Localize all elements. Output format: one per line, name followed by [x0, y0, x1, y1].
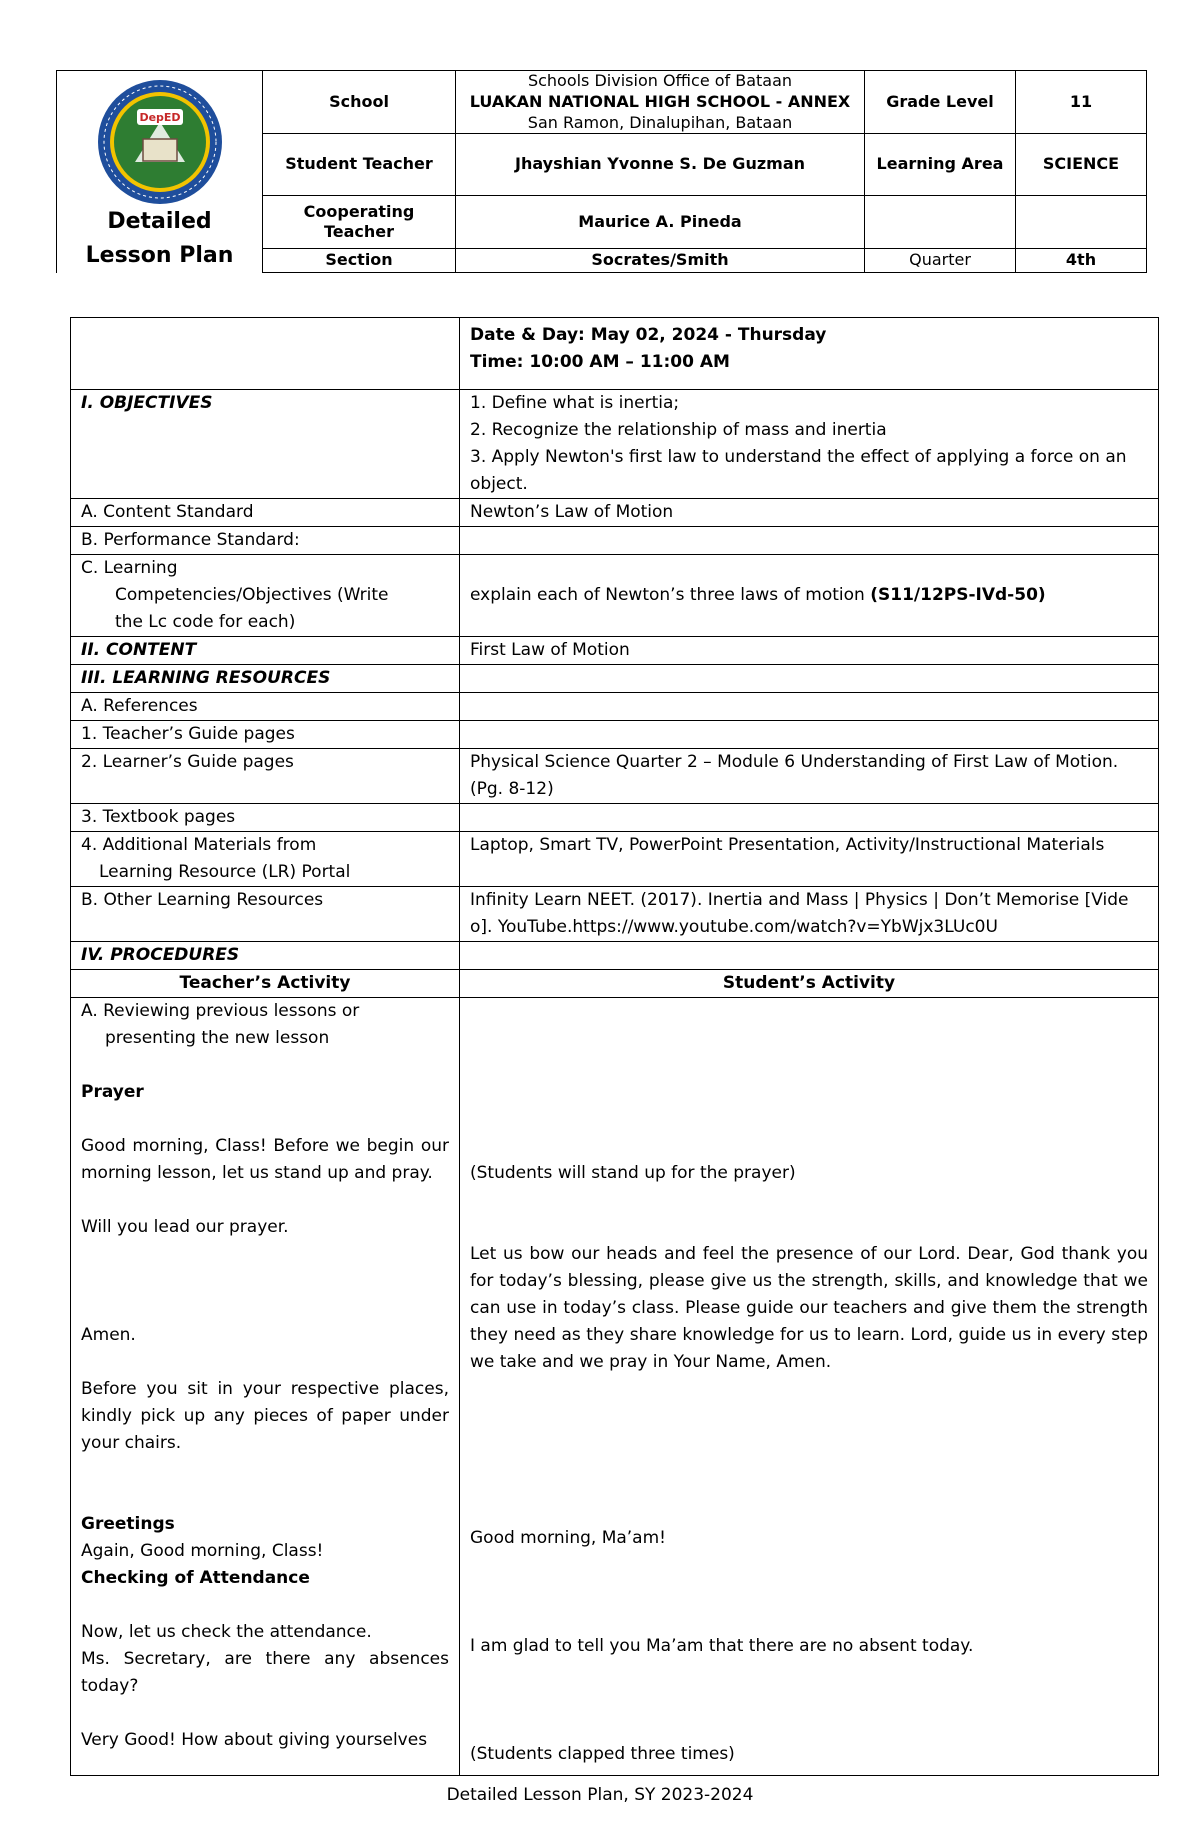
objective-item: 3. Apply Newton's first law to understand the effect of applying a force on an object.	[470, 447, 1127, 494]
student-activity-header: Student’s Activity	[460, 970, 1159, 998]
additional-materials-label	[71, 832, 460, 887]
page-footer: Detailed Lesson Plan, SY 2023-2024	[446, 1785, 754, 1805]
performance-standard-value	[460, 527, 1159, 555]
teacher-greet-pray: Good morning, Class! Before we begin our morning lesson, let us stand up and pray.	[81, 1136, 449, 1183]
empty-cell	[460, 804, 1159, 832]
cooperating-teacher-value: Maurice A. Pineda	[456, 196, 865, 249]
empty-cell	[460, 665, 1159, 693]
additional-materials-label-line: Learning Resource (LR) Portal	[99, 862, 351, 882]
document-title	[57, 205, 262, 273]
teacher-amen: Amen.	[81, 1325, 136, 1345]
objective-item: 2. Recognize the relationship of mass and inertia	[470, 420, 887, 440]
objectives-label: I. OBJECTIVES	[71, 390, 460, 499]
school-label: School	[263, 71, 456, 134]
content-value: First Law of Motion	[460, 637, 1159, 665]
student-teacher-label: Student Teacher	[263, 134, 456, 196]
grade-level-label: Grade Level	[865, 71, 1016, 134]
header-table	[56, 70, 1147, 273]
document-title-line1: Detailed	[107, 209, 212, 234]
document-title-line2: Lesson Plan	[85, 243, 234, 268]
performance-standard-label: B. Performance Standard:	[71, 527, 460, 555]
student-stand-up: (Students will stand up for the prayer)	[470, 1163, 796, 1183]
cooperating-teacher-label: Cooperating Teacher	[263, 196, 456, 249]
learning-area-value: SCIENCE	[1016, 134, 1147, 196]
learning-competencies-label-line: Competencies/Objectives (Write	[115, 585, 389, 605]
attendance-title: Checking of Attendance	[81, 1568, 310, 1588]
school-division: Schools Division Office of Bataan	[527, 71, 793, 90]
teacher-attendance-line: Now, let us check the attendance.	[81, 1622, 372, 1642]
procedures-label: IV. PROCEDURES	[71, 942, 460, 970]
teacher-very-good: Very Good! How about giving yourselves	[81, 1730, 428, 1750]
learning-competency-code: (S11/12PS-IVd-50)	[870, 585, 1046, 605]
empty-cell	[460, 721, 1159, 749]
student-good-morning: Good morning, Ma’am!	[470, 1528, 666, 1548]
greetings-title: Greetings	[81, 1514, 175, 1534]
teacher-attendance-question: Ms. Secretary, are there any absences today?	[81, 1649, 449, 1696]
additional-materials-label-line: 4. Additional Materials from	[81, 835, 317, 855]
teacher-activity-cell	[71, 998, 460, 1776]
review-line: A. Reviewing previous lessons or	[81, 1001, 360, 1021]
teacher-activity-header: Teacher’s Activity	[71, 970, 460, 998]
learners-guide-label: 2. Learner’s Guide pages	[71, 749, 460, 804]
date-line: Date & Day: May 02, 2024 - Thursday	[470, 325, 827, 345]
teacher-again-greeting: Again, Good morning, Class!	[81, 1541, 324, 1561]
empty-cell	[460, 942, 1159, 970]
learning-competencies-label	[71, 555, 460, 637]
other-resources-value: Infinity Learn NEET. (2017). Inertia and Mass | Physics | Don’t Memorise [Video]. YouTube.https://www.youtube.com/watch?v=YbWjx3LUc0U	[460, 887, 1159, 942]
content-label: II. CONTENT	[71, 637, 460, 665]
objectives-list	[460, 390, 1159, 499]
student-prayer: Let us bow our heads and feel the presence of our Lord. Dear, God thank you for today’s blessing, please give us the strength, skills, and knowledge that we can use in today’s class. Please guide our teachers and give them the strength they need as they share knowledge for us to learn. Lord, guide us in every step we take and we pray in Your Name, Amen.	[470, 1244, 1148, 1372]
learners-guide-value: Physical Science Quarter 2 – Module 6 Understanding of First Law of Motion. (Pg. 8-12)	[460, 749, 1159, 804]
other-resources-label: B. Other Learning Resources	[71, 887, 460, 942]
empty-cell	[865, 196, 1016, 249]
empty-cell	[1016, 196, 1147, 249]
school-name: LUAKAN NATIONAL HIGH SCHOOL - ANNEX	[469, 91, 851, 111]
teacher-pick-paper: Before you sit in your respective places, kindly pick up any pieces of paper under your chairs.	[81, 1379, 449, 1453]
content-standard-label: A. Content Standard	[71, 499, 460, 527]
school-address: San Ramon, Dinalupihan, Bataan	[527, 112, 793, 132]
school-value	[456, 71, 865, 134]
grade-level-value: 11	[1016, 71, 1147, 134]
learning-competencies-label-line: C. Learning	[81, 558, 178, 578]
time-line: Time: 10:00 AM – 11:00 AM	[470, 352, 730, 372]
additional-materials-value: Laptop, Smart TV, PowerPoint Presentation, Activity/Instructional Materials	[460, 832, 1159, 887]
student-no-absent: I am glad to tell you Ma’am that there are no absent today.	[470, 1636, 974, 1656]
empty-cell	[71, 318, 460, 390]
learning-competencies-label-line: the Lc code for each)	[115, 612, 296, 632]
quarter-label: Quarter	[865, 249, 1016, 273]
section-label: Section	[263, 249, 456, 273]
prayer-title: Prayer	[81, 1082, 144, 1102]
quarter-value: 4th	[1016, 249, 1147, 273]
student-teacher-value: Jhayshian Yvonne S. De Guzman	[456, 134, 865, 196]
content-standard-value: Newton’s Law of Motion	[460, 499, 1159, 527]
school-seal-icon	[95, 77, 225, 207]
student-activity-cell	[460, 998, 1159, 1776]
date-time-cell	[460, 318, 1159, 390]
logo-cell	[57, 71, 263, 273]
logo-text: DepED	[138, 111, 181, 124]
learning-resources-label: III. LEARNING RESOURCES	[71, 665, 460, 693]
objective-item: 1. Define what is inertia;	[470, 393, 680, 413]
section-value: Socrates/Smith	[456, 249, 865, 273]
student-clap: (Students clapped three times)	[470, 1744, 735, 1764]
lesson-plan-table	[70, 317, 1159, 1776]
textbook-label: 3. Textbook pages	[71, 804, 460, 832]
learning-competency-text: explain each of Newton’s three laws of motion	[470, 585, 871, 605]
references-label: A. References	[71, 693, 460, 721]
teacher-lead-prayer: Will you lead our prayer.	[81, 1217, 289, 1237]
teachers-guide-label: 1. Teacher’s Guide pages	[71, 721, 460, 749]
learning-competencies-value	[460, 555, 1159, 637]
review-line: presenting the new lesson	[105, 1028, 330, 1048]
learning-area-label: Learning Area	[865, 134, 1016, 196]
empty-cell	[460, 693, 1159, 721]
